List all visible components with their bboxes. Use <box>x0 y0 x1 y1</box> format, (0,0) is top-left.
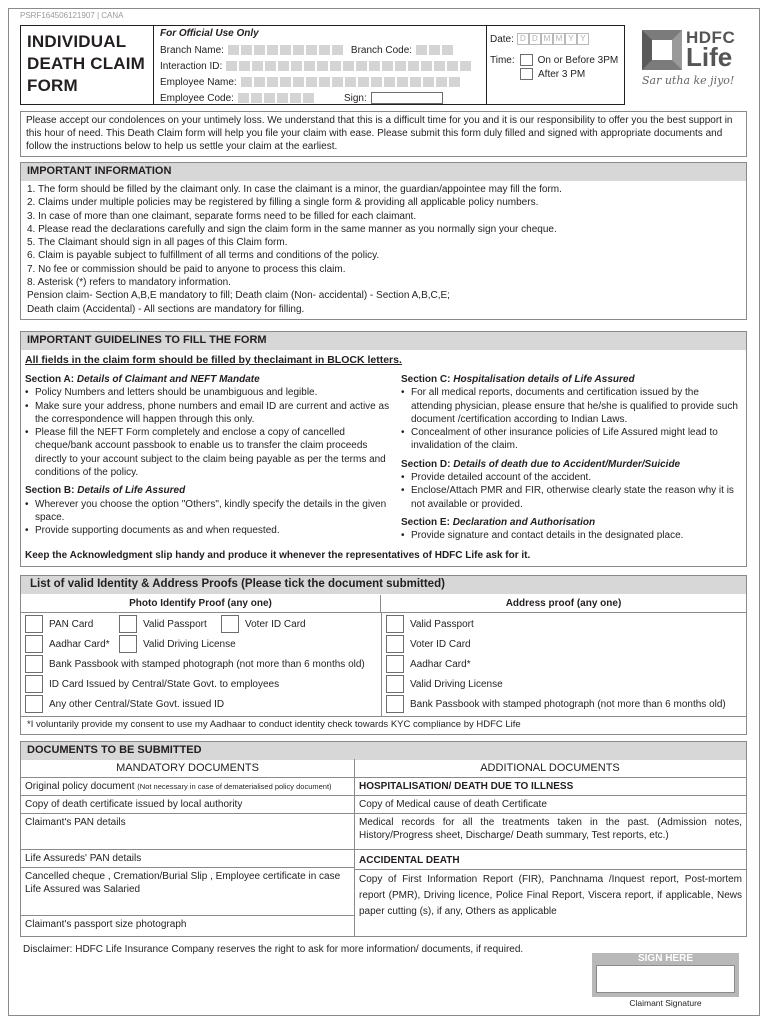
time-label: Time: <box>490 54 515 66</box>
proof-checkbox[interactable] <box>25 635 43 653</box>
employee-name-label: Employee Name: <box>160 76 237 88</box>
disclaimer: Disclaimer: HDFC Life Insurance Company reserves the right to ask for more information/ documents, if required. <box>23 944 524 955</box>
additional-doc-row: Medical records for all the treatments taken in the past. (Admission notes, History/Progress sheet, Discharge/ Death summary, Test reports, etc.) <box>355 813 746 849</box>
section-b-heading: Section B: Details of Life Assured <box>25 485 186 497</box>
date-cell: M <box>541 33 553 45</box>
date-cell: D <box>517 33 529 45</box>
list-item: 3. In case of more than one claimant, separate forms need to be filled for each claimant. <box>27 210 417 222</box>
list-item: • Enclose/Attach PMR and FIR, otherwise clearly state the reason why it is not available or provided. <box>401 484 741 511</box>
section-d-heading: Section D: Details of death due to Accident/Murder/Suicide <box>401 458 681 470</box>
interaction-id-field[interactable] <box>226 61 471 71</box>
proof-checkbox[interactable] <box>386 615 404 633</box>
date-time-box <box>487 25 625 105</box>
address-bank-passbook[interactable] <box>386 695 726 713</box>
list-item: 4. Please read the declarations carefully and sign the claim form in the same manner as you normally sign your cheque. <box>27 223 557 235</box>
sign-label: Sign: <box>343 92 367 104</box>
address-proof-heading: Address proof (any one) <box>381 595 746 613</box>
proof-checkbox[interactable] <box>25 695 43 713</box>
list-item: 2. Claims under multiple policies may be registered by filling a single form & providing all applicable policy numbers. <box>27 197 539 209</box>
date-field[interactable] <box>517 33 589 45</box>
mandatory-doc-row: Claimant's passport size photograph <box>21 915 354 936</box>
address-aadhar-card[interactable] <box>386 655 471 673</box>
proof-checkbox[interactable] <box>386 635 404 653</box>
address-driving-license[interactable] <box>386 675 503 693</box>
mandatory-doc-row: Original policy document (Not necessary in case of dematerialised policy document) <box>21 777 354 795</box>
date-cell: M <box>553 33 565 45</box>
proof-label: Valid Driving License <box>410 678 503 690</box>
proof-label: Voter ID Card <box>410 638 471 650</box>
proof-valid-passport[interactable] <box>119 615 207 633</box>
sign-here-box <box>592 953 739 997</box>
important-information-list <box>21 181 746 318</box>
form-title-line-2: DEATH CLAIM <box>27 54 146 73</box>
list-item: 7. No fee or commission should be paid to anyone to process this claim. <box>27 263 346 275</box>
proof-checkbox[interactable] <box>386 695 404 713</box>
branch-name-label: Branch Name: <box>160 44 224 56</box>
proof-bank-passbook[interactable] <box>25 655 365 673</box>
employee-code-field[interactable] <box>238 93 314 103</box>
list-item: • Provide signature and contact details in the designated place. <box>401 529 741 542</box>
proofs-heading: List of valid Identity & Address Proofs (Please tick the document submitted) <box>21 576 746 594</box>
proof-label: PAN Card <box>49 618 94 630</box>
proof-other-govt-id[interactable] <box>25 695 224 713</box>
additional-doc-row: ACCIDENTAL DEATH <box>355 849 746 869</box>
guidelines-section <box>20 331 747 567</box>
branch-code-label: Branch Code: <box>350 44 413 56</box>
form-title-box <box>20 25 154 105</box>
proof-label: Valid Passport <box>410 618 474 630</box>
block-letters-note: All fields in the claim form should be filled by theclaimant in BLOCK letters. <box>25 354 402 366</box>
sign-here-heading: SIGN HERE <box>637 953 693 964</box>
list-item: 1. The form should be filled by the claimant only. In case the claimant is a minor, the guardian/appointee may fill the form. <box>27 184 562 195</box>
list-item: • Make sure your address, phone numbers and email ID are current and active as the correspondence will happen through this only. <box>25 400 395 427</box>
acknowledgment-note: Keep the Acknowledgment slip handy and produce it whenever the representatives of HDFC Life ask for it. <box>25 550 531 561</box>
mandatory-doc-row: Claimant's PAN details <box>21 813 354 849</box>
additional-doc-row: Copy of Medical cause of death Certificate <box>355 795 746 813</box>
date-cell: Y <box>565 33 577 45</box>
important-information-heading: IMPORTANT INFORMATION <box>21 163 746 181</box>
list-item: • Concealment of other insurance policies of Life Assured might lead to invalidation of the claim. <box>401 426 741 453</box>
date-cell: Y <box>577 33 589 45</box>
branch-name-field[interactable] <box>228 45 343 55</box>
official-use-heading: For Official Use Only <box>160 28 259 39</box>
claimant-signature-field[interactable] <box>596 965 735 993</box>
proof-aadhar-card[interactable] <box>25 635 110 653</box>
mandatory-doc-row: Copy of death certificate issued by local authority <box>21 795 354 813</box>
hdfc-logo-mark-icon <box>642 30 682 70</box>
documents-section <box>20 741 747 937</box>
after-3pm-checkbox[interactable] <box>520 68 533 80</box>
proof-label: Bank Passbook with stamped photograph (not more than 6 months old) <box>410 698 726 710</box>
interaction-id-label: Interaction ID: <box>160 60 223 72</box>
claimant-signature-label: Claimant Signature <box>629 998 702 1008</box>
guidelines-left-column <box>25 368 395 538</box>
proof-label: Valid Driving License <box>143 638 236 650</box>
list-item: Pension claim- Section A,B,E mandatory to fill; Death claim (Non- accidental) - Section A,B,C,E; <box>27 290 450 302</box>
list-item: 5. The Claimant should sign in all pages of this Claim form. <box>27 237 288 249</box>
proof-checkbox[interactable] <box>119 635 137 653</box>
important-information-section <box>20 162 747 320</box>
proof-label: Any other Central/State Govt. issued ID <box>49 698 225 710</box>
list-item: • Provide detailed account of the accident. <box>401 471 741 484</box>
section-a-heading: Section A: Details of Claimant and NEFT Mandate <box>25 374 260 385</box>
brand-tagline: Sar utha ke jiyo! <box>642 74 735 87</box>
section-e-heading: Section E: Declaration and Authorisation <box>401 516 596 528</box>
proof-checkbox[interactable] <box>25 655 43 673</box>
employee-code-label: Employee Code: <box>160 92 234 104</box>
proof-govt-employee-id[interactable] <box>25 675 279 693</box>
document-id: PSRF164506121907 | CANA <box>20 11 124 20</box>
documents-heading: DOCUMENTS TO BE SUBMITTED <box>21 742 746 760</box>
brand-name-line-1: HDFC <box>686 28 736 47</box>
proof-driving-license[interactable] <box>119 635 236 653</box>
proof-label: Voter ID Card <box>245 618 306 630</box>
section-c-heading: Section C: Hospitalisation details of Life Assured <box>401 374 635 385</box>
mandatory-docs-heading: MANDATORY DOCUMENTS <box>116 762 259 774</box>
proofs-section <box>20 575 747 735</box>
photo-proof-heading: Photo Identify Proof (any one) <box>21 595 381 613</box>
list-item: Death claim (Accidental) - All sections are mandatory for filling. <box>27 303 305 315</box>
branch-code-field[interactable] <box>416 45 453 55</box>
list-item: • For all medical reports, documents and certification issued by the attending physician, please ensure that he/she is qualified to provide such document /certification according to Indian Laws. <box>401 386 741 426</box>
address-voter-id[interactable] <box>386 635 471 653</box>
list-item: 6. Claim is payable subject to fulfillment of all terms and conditions of the policy. <box>27 250 380 262</box>
guidelines-heading: IMPORTANT GUIDELINES TO FILL THE FORM <box>21 332 746 350</box>
proof-label: Bank Passbook with stamped photograph (not more than 6 months old) <box>49 658 365 670</box>
official-sign-field[interactable] <box>371 92 443 104</box>
aadhaar-consent: *I voluntarily provide my consent to use my Aadhaar to conduct identity check towards KYC compliance by HDFC Life <box>21 716 746 732</box>
proof-checkbox[interactable] <box>386 675 404 693</box>
proof-label: Aadhar Card* <box>410 658 471 670</box>
additional-docs-heading: ADDITIONAL DOCUMENTS <box>480 762 620 774</box>
additional-doc-row: HOSPITALISATION/ DEATH DUE TO ILLNESS <box>355 777 746 795</box>
form-title-line-1: INDIVIDUAL <box>27 32 127 51</box>
proof-checkbox[interactable] <box>119 615 137 633</box>
address-valid-passport[interactable] <box>386 615 474 633</box>
date-cell: D <box>529 33 541 45</box>
proof-pan-card[interactable] <box>25 615 93 633</box>
proof-label: ID Card Issued by Central/State Govt. to employees <box>49 678 280 690</box>
list-item: • Provide supporting documents as and when requested. <box>25 524 395 537</box>
list-item: • Policy Numbers and letters should be unambiguous and legible. <box>25 386 395 399</box>
list-item: • Please fill the NEFT Form completely and enclose a copy of cancelled cheque/bank account passbook to enable us to transfer the claim proceeds directly to your account subject to the claim being payable as per the terms and conditions of the policy. <box>25 426 395 479</box>
before-3pm-label: On or Before 3PM <box>537 54 619 66</box>
additional-doc-row: Copy of First Information Report (FIR), Panchnama /Inquest report, Post-mortem report (PMR), Driving licence, Police Final Report, Viscera report, if applicable, News paper cutting (s), if any, Others as applicable <box>355 869 746 936</box>
official-use-box <box>154 25 487 105</box>
after-3pm-label: After 3 PM <box>538 68 586 80</box>
hdfc-life-logo <box>640 28 750 96</box>
proof-label: Aadhar Card* <box>49 638 110 650</box>
form-title-line-3: FORM <box>27 76 78 95</box>
proof-voter-id[interactable] <box>221 615 306 633</box>
date-label: Date: <box>490 33 514 45</box>
proof-checkbox[interactable] <box>386 655 404 673</box>
mandatory-doc-row: Cancelled cheque , Cremation/Burial Slip , Employee certificate in case Life Assured was Salaried <box>21 867 354 915</box>
proofs-divider <box>381 613 382 716</box>
proof-checkbox[interactable] <box>25 675 43 693</box>
guidelines-right-column <box>401 368 741 543</box>
brand-name-line-2: Life <box>686 42 733 72</box>
mandatory-doc-row: Life Assureds' PAN details <box>21 849 354 867</box>
employee-name-field[interactable] <box>241 77 460 87</box>
proof-label: Valid Passport <box>143 618 207 630</box>
proof-checkbox[interactable] <box>25 615 43 633</box>
before-3pm-checkbox[interactable] <box>520 54 533 66</box>
proof-checkbox[interactable] <box>221 615 239 633</box>
intro-text: Please accept our condolences on your untimely loss. We understand that this is a difficult time for you and it is our responsibility to offer you the best support in this hour of need. This Death Claim form will help you file your claim with ease. Please submit this form duly filled and signed with appropriate documents and follow the instructions below to help us settle your claim at the earliest. <box>20 111 747 157</box>
list-item: 8. Asterisk (*) refers to mandatory information. <box>27 277 231 289</box>
list-item: • Wherever you choose the option "Others", kindly specify the details in the given space. <box>25 498 395 525</box>
